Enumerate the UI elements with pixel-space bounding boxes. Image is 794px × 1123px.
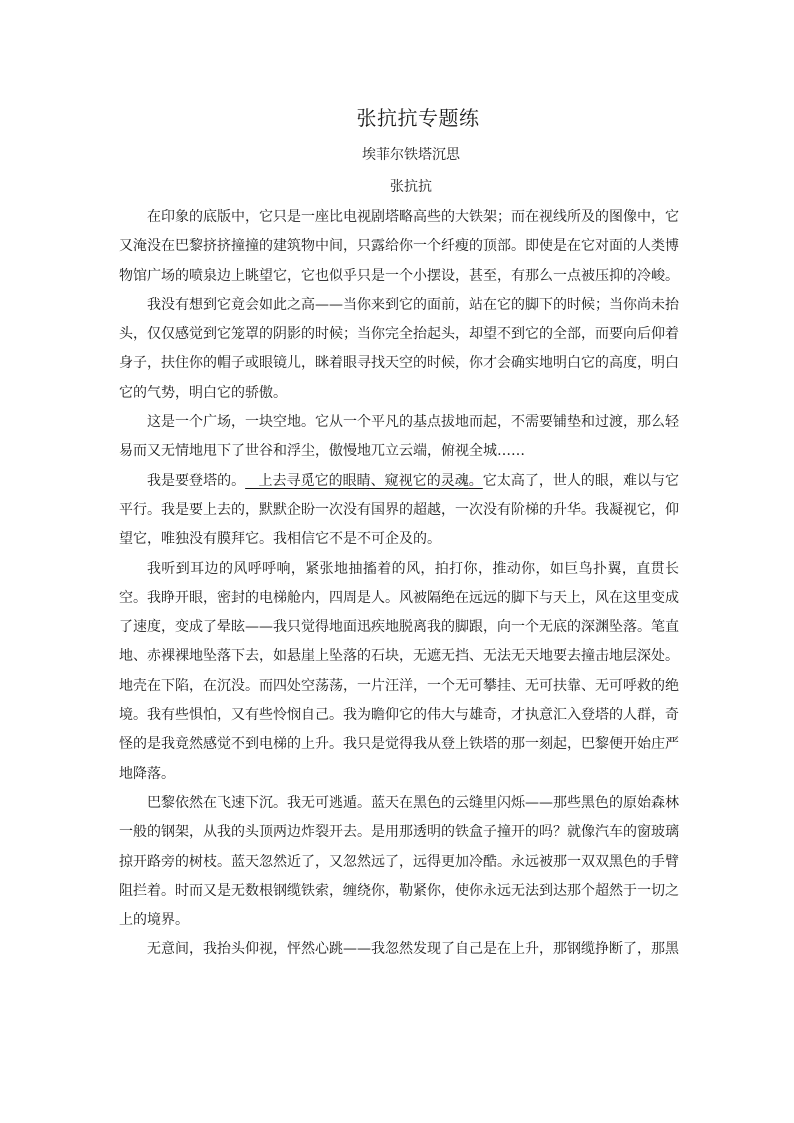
essay-body [119, 203, 679, 965]
paragraph: 这是一个广场，一块空地。它从一个平凡的基点拔地而起，不需要铺垫和过渡，那么轻易而又无情地甩下了世谷和浮尘，傲慢地兀立云端，俯视全城…… [119, 414, 679, 460]
paragraph: 巴黎依然在飞速下沉。我无可逃遁。蓝天在黑色的云缝里闪烁——那些黑色的原始森林一般的钢架，从我的头顶两边炸裂开去。是用那透明的铁盒子撞开的吗？就像汽车的窗玻璃掠开路旁的树枝。蓝天忽然近了，又忽然远了，远得更加冷酷。永远被那一双双黑色的手臂阻拦着。时而又是无数根钢缆铁索，缠绕你，勒紧你，使你永远无法到达那个超然于一切之上的境界。 [119, 794, 679, 929]
underlined-question-text: 上去寻觅它的眼睛、窥视它的灵魂。 [245, 472, 483, 489]
essay-title: 埃菲尔铁塔沉思 [362, 147, 460, 163]
paragraph: 在印象的底版中，它只是一座比电视剧塔略高些的大铁架；而在视线所及的图像中，它又淹没在巴黎挤挤撞撞的建筑物中间，只露给你一个纤瘦的顶部。即使是在它对面的人类博物馆广场的喷泉边上眺望它，它也似乎只是一个小摆设，甚至，有那么一点被压抑的冷峻。 [119, 209, 679, 284]
document-title: 张抗抗专题练 [356, 106, 480, 130]
paragraph: 我没有想到它竟会如此之高——当你来到它的面前，站在它的脚下的时候；当你尚未抬头，仅仅感觉到它笼罩的阴影的时候；当你完全抬起头，却望不到它的全部，而要向后仰着身子，扶住你的帽子或眼镜儿，眯着眼寻找天空的时候，你才会确实地明白它的高度，明白它的气势，明白它的骄傲。 [119, 296, 679, 401]
paragraph-text: 它太高了，世人的眼，难以与它平行。我是要上去的，默默企盼一次没有国界的超越，一次没有阶梯的升华。我凝视它，仰望它，唯独没有膜拜它。我相信它不是不可企及的。 [119, 472, 680, 548]
paragraph-text: 我是要登塔的。 [147, 472, 246, 489]
author-name: 张抗抗 [390, 179, 432, 195]
paragraph [119, 467, 679, 555]
paragraph: 我听到耳边的风呼呼响，紧张地抽搐着的风，拍打你，推动你，如巨鸟扑翼，直贯长空。我睁开眼，密封的电梯舱内，四周是人。风被隔绝在远远的脚下与天上，风在这里变成了速度，变成了晕眩——我只觉得地面迅疾地脱离我的脚跟，向一个无底的深渊坠落。笔直地、赤裸裸地坠落下去，如悬崖上坠落的石块，无遮无挡、无法无天地要去撞击地层深处。地壳在下陷，在沉没。而四处空荡荡，一片汪洋，一个无可攀挂、无可扶靠、无可呼救的绝境。我有些惧怕，又有些怜悯自己。我为瞻仰它的伟大与雄奇，才执意汇入登塔的人群，奇怪的是我竟然感觉不到电梯的上升。我只是觉得我从登上铁塔的那一刻起，巴黎便开始庄严地降落。 [119, 560, 679, 782]
paragraph: 无意间，我抬头仰视，怦然心跳——我忽然发现了自己是在上升，那钢缆挣断了，那黑 [147, 941, 679, 958]
